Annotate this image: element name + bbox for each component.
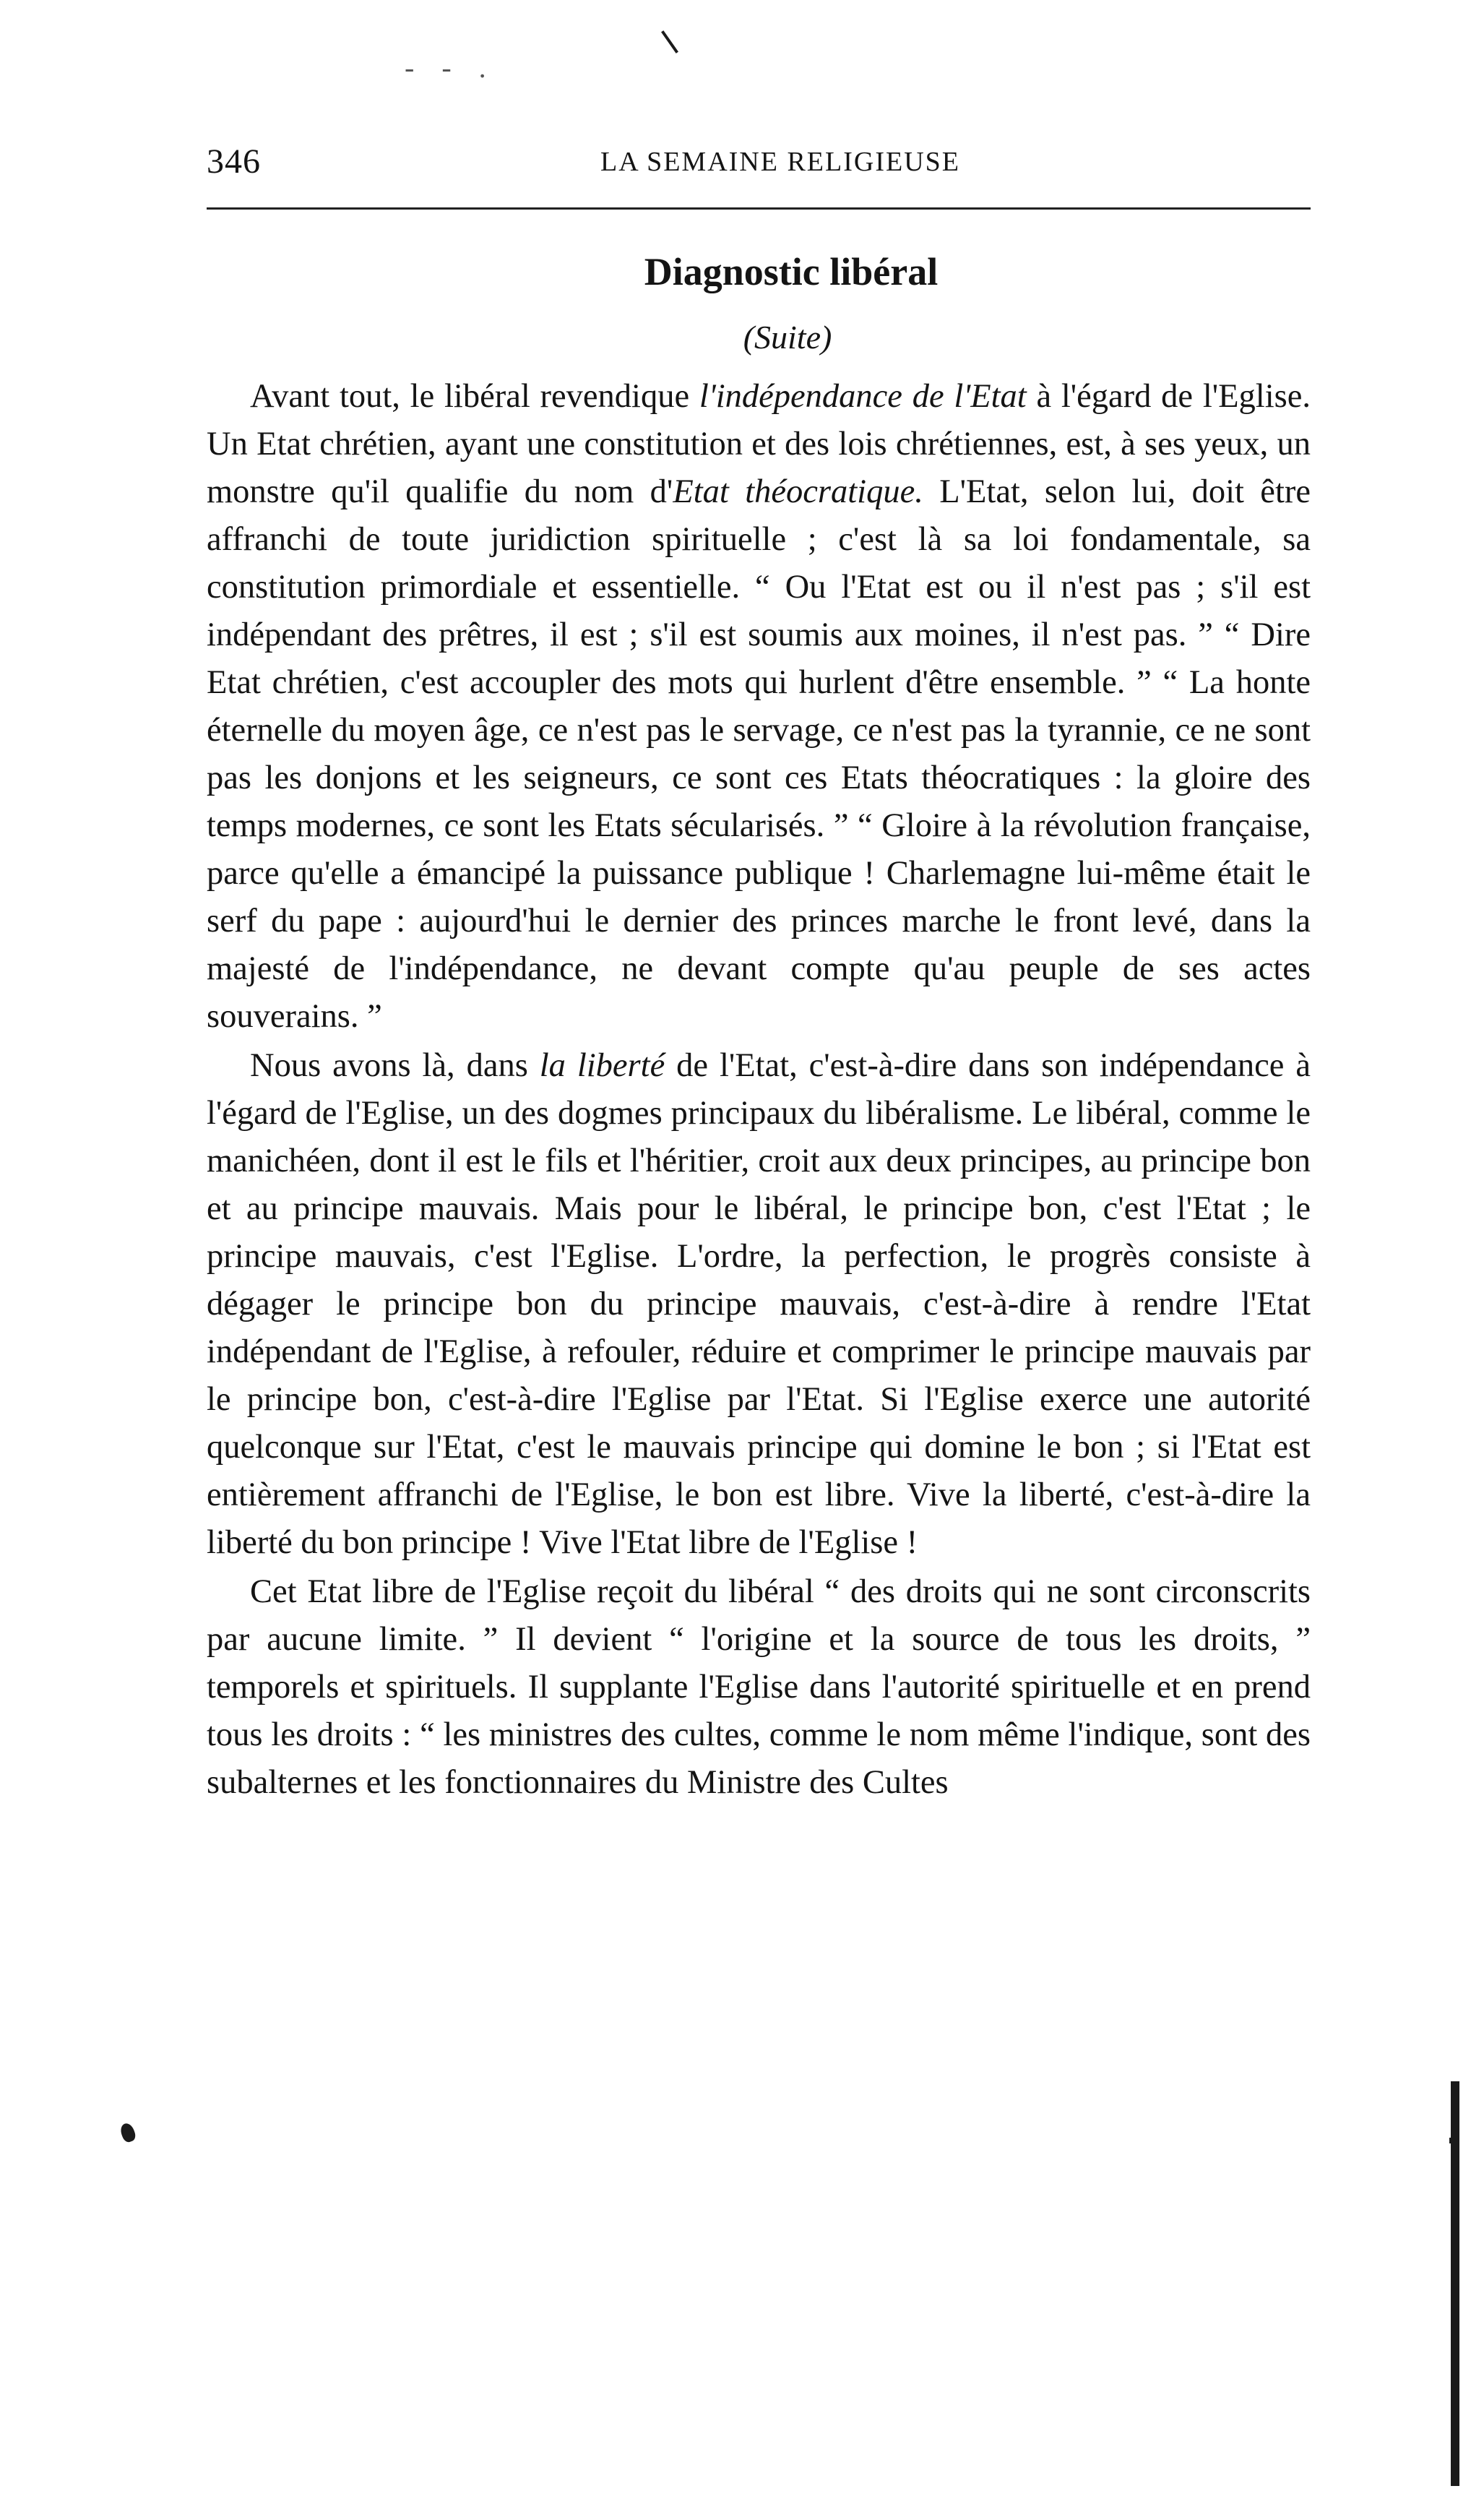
paragraph xyxy=(207,1042,1311,1567)
paragraph xyxy=(207,373,1311,1041)
text-run: Avant tout, le libéral revendique xyxy=(250,378,699,415)
text-run: L'Etat, selon lui, doit être affranchi de toute juridiction spirituelle ; c'est là sa loi fondamentale, sa constitution primordiale et essentielle. “ Ou l'Etat est ou il n'est pas ; s'il est indépendant des prêtres, il est ; s'il est soumis aux moines, il n'est pas. ” “ Dire Etat chrétien, c'est accoupler des mots qui hurlent d'être ensemble. ” “ La honte éternelle du moyen âge, ce n'est pas le servage, ce n'est pas la tyrannie, ce ne sont pas les donjons et les seigneurs, ce sont ces Etats théocratiques : la gloire des temps modernes, ce sont les Etats sécularisés. ” “ Gloire à la révolution française, parce qu'elle a émancipé la puissance publique ! Charlemagne lui-même était le serf du pape : aujourd'hui le dernier des princes marche le front levé, dans la majesté de l'indépendance, ne devant compte qu'au peuple de ses actes souverains. ” xyxy=(207,473,1311,1035)
italic-run: l'indépendance de l'Etat xyxy=(699,378,1027,415)
scan-mark-top xyxy=(661,30,678,53)
text-run: Cet Etat libre de l'Eglise reçoit du libéral “ des droits qui ne sont circonscrits par aucune limite. ” Il devient “ l'origine et la source de tous les droits, ” temporels et spirituels. Il supplante l'Eglise dans l'autorité spirituelle et en prend tous les droits : “ les ministres des cultes, comme le nom même l'indique, sont des subalternes et les fonctionnaires du Ministre des Cultes xyxy=(207,1573,1311,1801)
running-head xyxy=(207,142,1311,192)
article-subtitle: (Suite) xyxy=(743,319,832,356)
italic-run: Etat théocratique. xyxy=(673,473,923,510)
header-rule xyxy=(207,207,1311,210)
text-run: de l'Etat, c'est-à-dire dans son indépendance à l'égard de l'Eglise, un des dogmes principaux du libéralisme. Le libéral, comme le manichéen, dont il est le fils et l'héritier, croit aux deux principes, au principe bon et au principe mauvais. Mais pour le libéral, le principe bon, c'est l'Etat ; le principe mauvais, c'est l'Eglise. L'ordre, la perfection, le progrès consiste à dégager le principe bon du principe mauvais, c'est-à-dire à rendre l'Etat indépendant de l'Eglise, à refouler, réduire et comprimer le principe mauvais par le principe bon, c'est-à-dire l'Eglise par l'Etat. Si l'Eglise exerce une autorité quelconque sur l'Etat, c'est le mauvais principe qui domine le bon ; si l'Etat est entièrement affranchi de l'Eglise, le bon est libre. Vive la liberté, c'est-à-dire la liberté du bon principe ! Vive l'Etat libre de l'Eglise ! xyxy=(207,1047,1311,1561)
article-title: Diagnostic libéral xyxy=(644,250,939,293)
paragraph xyxy=(207,1568,1311,1807)
journal-title: LA SEMAINE RELIGIEUSE xyxy=(600,147,960,177)
italic-run: la liberté xyxy=(539,1047,665,1084)
scan-speckles: - - . xyxy=(405,51,496,84)
article-body xyxy=(207,373,1311,1807)
scan-edge-bar xyxy=(1451,2081,1459,2486)
page-number: 346 xyxy=(207,142,261,181)
text-run: Nous avons là, dans xyxy=(250,1047,540,1084)
ink-blot-mark xyxy=(118,2122,137,2144)
text-run: à l'égard de l'Eglise. Un Etat chrétien, ayant une constitution et des lois chrétiennes, est, à ses yeux, un monstre qu'il qualifie du nom d' xyxy=(207,378,1311,510)
